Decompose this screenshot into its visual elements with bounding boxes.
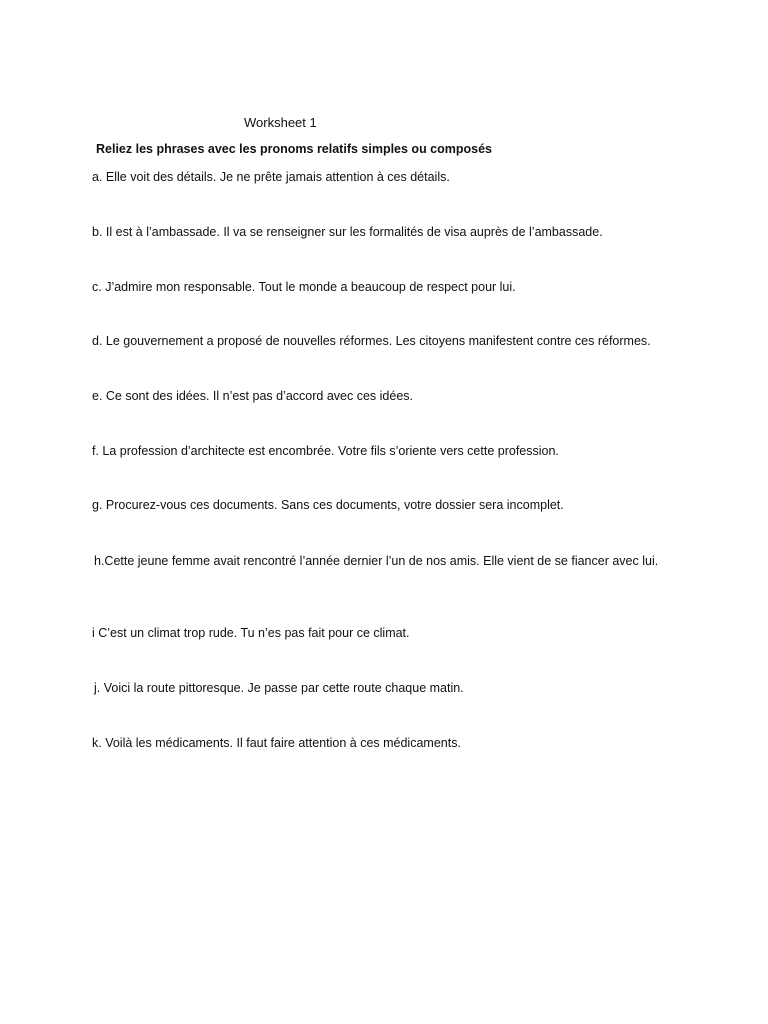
worksheet-instruction: Reliez les phrases avec les pronoms relatifs simples ou composés bbox=[96, 142, 493, 156]
exercise-item-f: f. La profession d’architecte est encombrée. Votre fils s’oriente vers cette profession. bbox=[92, 444, 559, 458]
exercise-item-b: b. Il est à l’ambassade. Il va se renseigner sur les formalités de visa auprès de l’ambassade. bbox=[92, 225, 603, 239]
exercise-item-e: e. Ce sont des idées. Il n’est pas d’accord avec ces idées. bbox=[92, 389, 414, 403]
exercise-item-h: h.Cette jeune femme avait rencontré l’année dernier l’un de nos amis. Elle vient de se fiancer avec lui. bbox=[94, 554, 659, 568]
exercise-item-i: i C’est un climat trop rude. Tu n’es pas fait pour ce climat. bbox=[92, 626, 410, 640]
exercise-item-j: j. Voici la route pittoresque. Je passe par cette route chaque matin. bbox=[94, 681, 464, 695]
worksheet-title: Worksheet 1 bbox=[244, 115, 317, 130]
exercise-item-c: c. J’admire mon responsable. Tout le monde a beaucoup de respect pour lui. bbox=[92, 280, 516, 294]
exercise-item-a: a. Elle voit des détails. Je ne prête jamais attention à ces détails. bbox=[92, 170, 450, 184]
exercise-item-d: d. Le gouvernement a proposé de nouvelles réformes. Les citoyens manifestent contre ces réformes. bbox=[92, 334, 651, 348]
exercise-item-k: k. Voilà les médicaments. Il faut faire attention à ces médicaments. bbox=[92, 736, 461, 750]
exercise-item-g: g. Procurez-vous ces documents. Sans ces documents, votre dossier sera incomplet. bbox=[92, 498, 564, 512]
